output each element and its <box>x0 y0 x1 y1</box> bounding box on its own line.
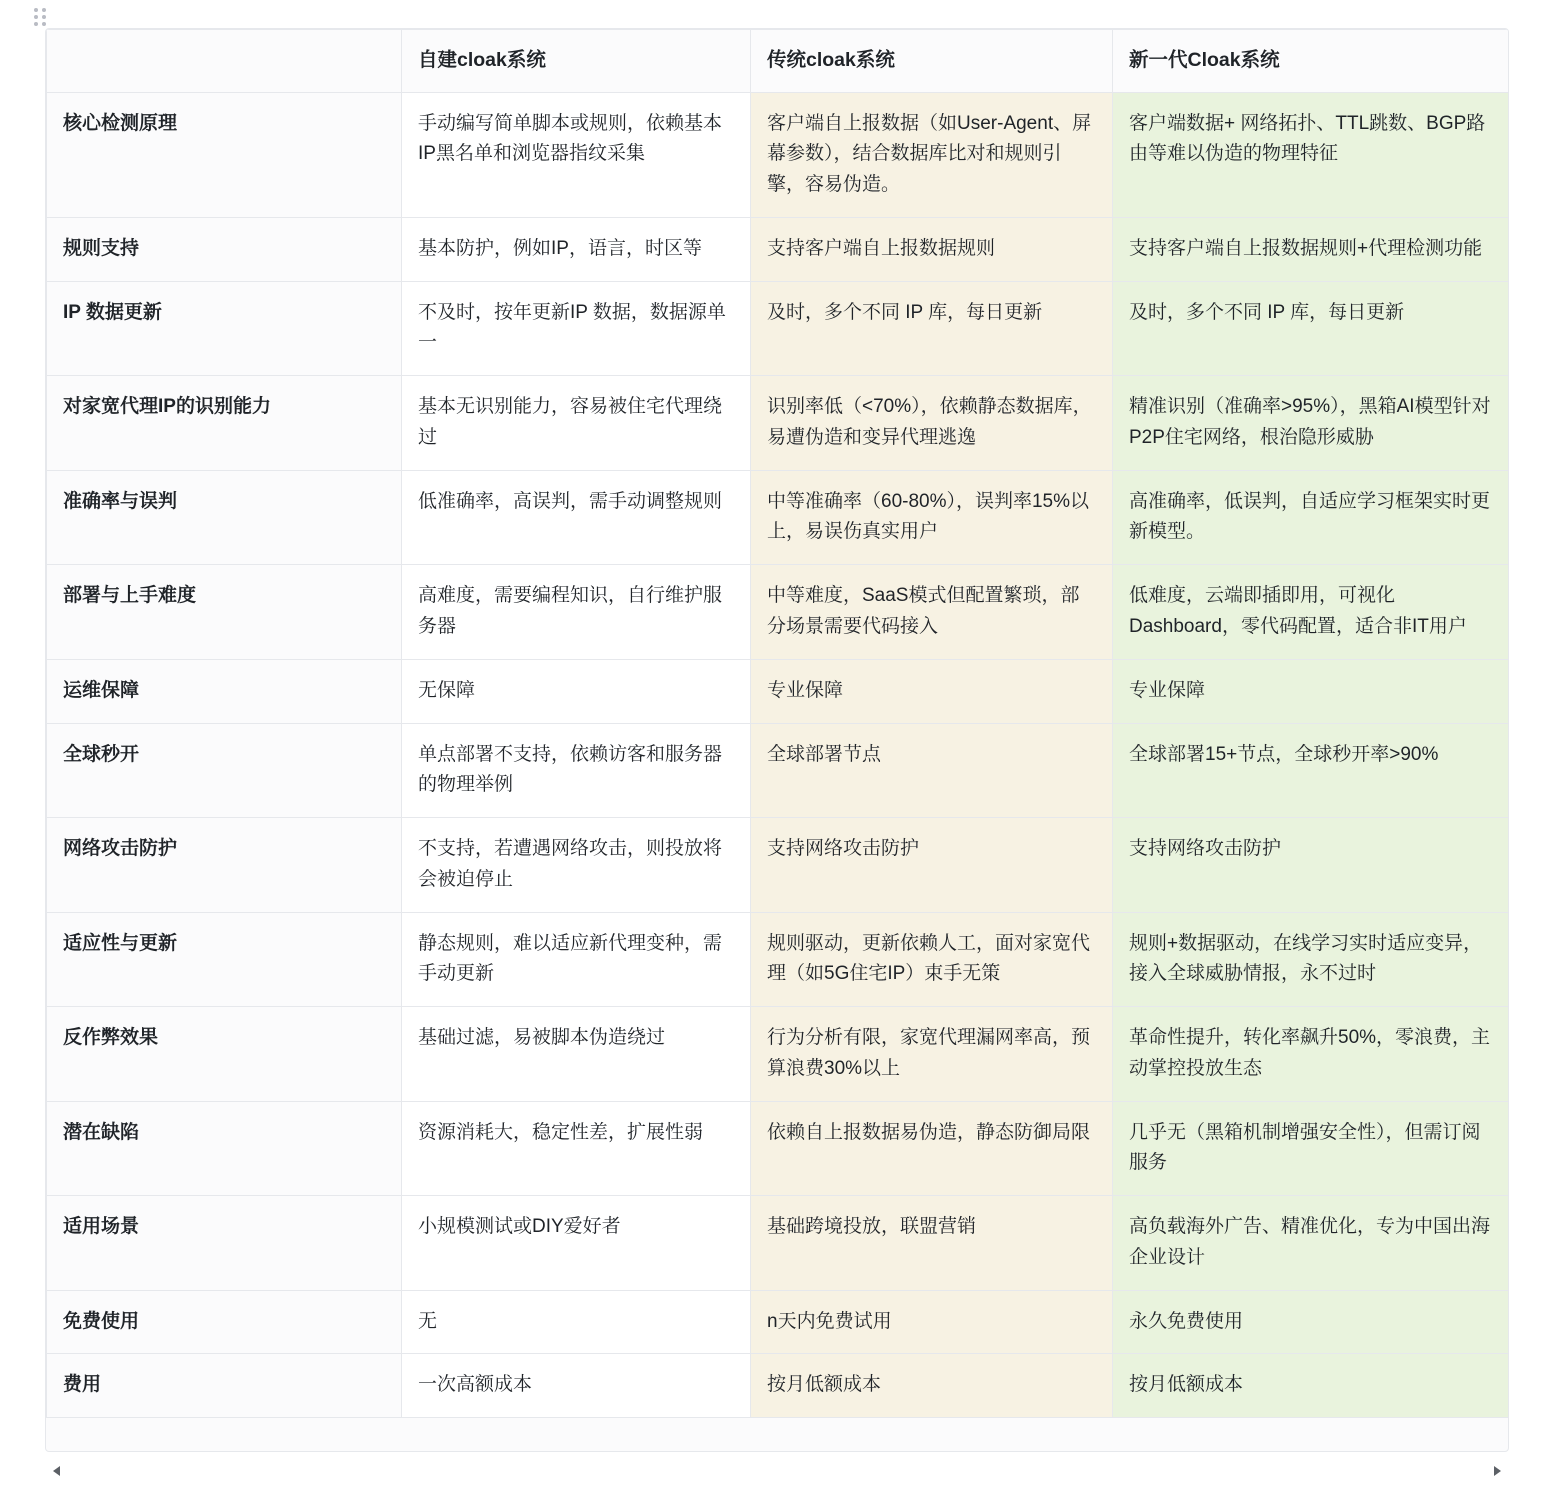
cell-self-built: 高难度，需要编程知识，自行维护服务器 <box>402 565 751 660</box>
row-feature-label: 网络攻击防护 <box>47 818 402 913</box>
cell-next-gen: 全球部署15+节点，全球秒开率>90% <box>1113 723 1509 818</box>
table-row <box>47 1354 1509 1418</box>
table-row <box>47 912 1509 1007</box>
cell-traditional: n天内免费试用 <box>751 1290 1113 1354</box>
row-feature-label: 潜在缺陷 <box>47 1101 402 1196</box>
table-row <box>47 1290 1509 1354</box>
table-row <box>47 376 1509 471</box>
cell-next-gen: 革命性提升，转化率飙升50%，零浪费，主动掌控投放生态 <box>1113 1007 1509 1102</box>
drag-dot <box>34 15 38 19</box>
cell-next-gen: 低难度，云端即插即用，可视化Dashboard，零代码配置，适合非IT用户 <box>1113 565 1509 660</box>
cell-next-gen: 客户端数据+ 网络拓扑、TTL跳数、BGP路由等难以伪造的物理特征 <box>1113 92 1509 217</box>
cell-self-built: 无保障 <box>402 659 751 723</box>
table-body <box>47 92 1509 1418</box>
cell-traditional: 支持网络攻击防护 <box>751 818 1113 913</box>
table-row <box>47 565 1509 660</box>
cell-traditional: 客户端自上报数据（如User-Agent、屏幕参数），结合数据库比对和规则引擎，容易伪造。 <box>751 92 1113 217</box>
cell-self-built: 无 <box>402 1290 751 1354</box>
cell-next-gen: 及时，多个不同 IP 库，每日更新 <box>1113 281 1509 376</box>
cell-traditional: 规则驱动，更新依赖人工，面对家宽代理（如5G住宅IP）束手无策 <box>751 912 1113 1007</box>
row-feature-label: 规则支持 <box>47 217 402 281</box>
comparison-table-container <box>45 28 1509 1452</box>
triangle-right-icon[interactable] <box>1485 1461 1509 1481</box>
triangle-left-icon[interactable] <box>45 1461 69 1481</box>
cell-traditional: 专业保障 <box>751 659 1113 723</box>
drag-dot <box>42 8 46 12</box>
table-row <box>47 818 1509 913</box>
table-row <box>47 723 1509 818</box>
row-feature-label: 对家宽代理IP的识别能力 <box>47 376 402 471</box>
cell-self-built: 资源消耗大，稳定性差，扩展性弱 <box>402 1101 751 1196</box>
cell-self-built: 单点部署不支持，依赖访客和服务器的物理举例 <box>402 723 751 818</box>
row-feature-label: 运维保障 <box>47 659 402 723</box>
row-feature-label: 反作弊效果 <box>47 1007 402 1102</box>
drag-dot <box>34 22 38 26</box>
table-row <box>47 281 1509 376</box>
drag-dot <box>42 22 46 26</box>
cell-next-gen: 永久免费使用 <box>1113 1290 1509 1354</box>
cell-traditional: 依赖自上报数据易伪造，静态防御局限 <box>751 1101 1113 1196</box>
cell-next-gen: 按月低额成本 <box>1113 1354 1509 1418</box>
cell-next-gen: 精准识别（准确率>95%），黑箱AI模型针对P2P住宅网络，根治隐形威胁 <box>1113 376 1509 471</box>
cell-next-gen: 规则+数据驱动，在线学习实时适应变异，接入全球威胁情报，永不过时 <box>1113 912 1509 1007</box>
drag-dot <box>42 15 46 19</box>
cell-next-gen: 支持网络攻击防护 <box>1113 818 1509 913</box>
cell-self-built: 基本无识别能力，容易被住宅代理绕过 <box>402 376 751 471</box>
scrollbar-track[interactable] <box>75 1468 1479 1474</box>
cell-traditional: 中等难度，SaaS模式但配置繁琐，部分场景需要代码接入 <box>751 565 1113 660</box>
row-feature-label: IP 数据更新 <box>47 281 402 376</box>
table-row <box>47 659 1509 723</box>
cell-traditional: 支持客户端自上报数据规则 <box>751 217 1113 281</box>
column-header-self-built: 自建cloak系统 <box>402 30 751 93</box>
table-row <box>47 217 1509 281</box>
row-feature-label: 全球秒开 <box>47 723 402 818</box>
cell-next-gen: 专业保障 <box>1113 659 1509 723</box>
cell-self-built: 手动编写简单脚本或规则，依赖基本IP黑名单和浏览器指纹采集 <box>402 92 751 217</box>
cell-next-gen: 几乎无（黑箱机制增强安全性），但需订阅服务 <box>1113 1101 1509 1196</box>
drag-handle-icon[interactable] <box>32 6 48 28</box>
row-feature-label: 部署与上手难度 <box>47 565 402 660</box>
row-feature-label: 准确率与误判 <box>47 470 402 565</box>
table-row <box>47 1196 1509 1291</box>
cell-self-built: 不及时，按年更新IP 数据，数据源单一 <box>402 281 751 376</box>
cell-traditional: 及时，多个不同 IP 库，每日更新 <box>751 281 1113 376</box>
column-header-next-gen: 新一代Cloak系统 <box>1113 30 1509 93</box>
cell-next-gen: 高负载海外广告、精准优化，专为中国出海企业设计 <box>1113 1196 1509 1291</box>
row-feature-label: 适应性与更新 <box>47 912 402 1007</box>
column-header-feature <box>47 30 402 93</box>
horizontal-scrollbar[interactable] <box>45 1458 1509 1484</box>
comparison-table <box>46 29 1509 1418</box>
cell-self-built: 不支持，若遭遇网络攻击，则投放将会被迫停止 <box>402 818 751 913</box>
table-header-row <box>47 30 1509 93</box>
cell-traditional: 全球部署节点 <box>751 723 1113 818</box>
cell-self-built: 低准确率，高误判，需手动调整规则 <box>402 470 751 565</box>
row-feature-label: 免费使用 <box>47 1290 402 1354</box>
cell-next-gen: 高准确率，低误判，自适应学习框架实时更新模型。 <box>1113 470 1509 565</box>
drag-dot <box>34 8 38 12</box>
row-feature-label: 核心检测原理 <box>47 92 402 217</box>
cell-next-gen: 支持客户端自上报数据规则+代理检测功能 <box>1113 217 1509 281</box>
cell-self-built: 一次高额成本 <box>402 1354 751 1418</box>
row-feature-label: 适用场景 <box>47 1196 402 1291</box>
table-row <box>47 1007 1509 1102</box>
cell-self-built: 静态规则，难以适应新代理变种，需手动更新 <box>402 912 751 1007</box>
cell-self-built: 小规模测试或DIY爱好者 <box>402 1196 751 1291</box>
cell-traditional: 行为分析有限，家宽代理漏网率高，预算浪费30%以上 <box>751 1007 1113 1102</box>
table-row <box>47 1101 1509 1196</box>
cell-traditional: 按月低额成本 <box>751 1354 1113 1418</box>
row-feature-label: 费用 <box>47 1354 402 1418</box>
table-header <box>47 30 1509 93</box>
table-row <box>47 470 1509 565</box>
cell-traditional: 识别率低（<70%），依赖静态数据库，易遭伪造和变异代理逃逸 <box>751 376 1113 471</box>
cell-traditional: 基础跨境投放，联盟营销 <box>751 1196 1113 1291</box>
cell-traditional: 中等准确率（60-80%），误判率15%以上，易误伤真实用户 <box>751 470 1113 565</box>
table-row <box>47 92 1509 217</box>
column-header-traditional: 传统cloak系统 <box>751 30 1113 93</box>
cell-self-built: 基础过滤，易被脚本伪造绕过 <box>402 1007 751 1102</box>
cell-self-built: 基本防护，例如IP，语言，时区等 <box>402 217 751 281</box>
